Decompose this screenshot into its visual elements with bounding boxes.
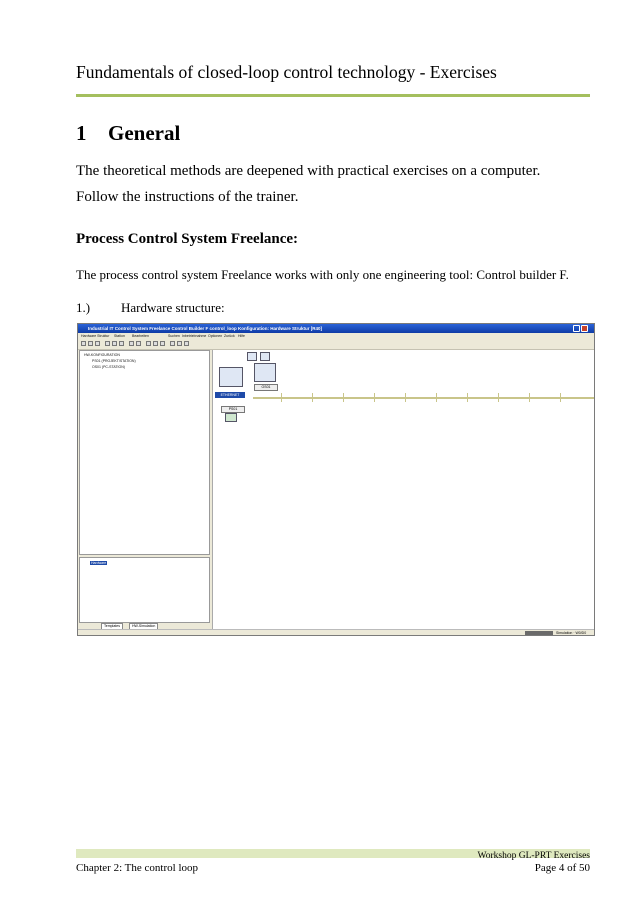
bus-tick bbox=[560, 393, 561, 402]
tab-templates: Templates bbox=[101, 623, 123, 630]
toolbar-icon bbox=[184, 341, 189, 346]
toolbar-icon bbox=[81, 341, 86, 346]
bottom-pane bbox=[79, 557, 210, 623]
node-os01-label: OS01 bbox=[254, 384, 278, 391]
toolbar-icon bbox=[146, 341, 151, 346]
tree-root: HW-KONFIGURATION bbox=[84, 353, 120, 357]
tree-item-os01: OS01 (PC-STATION) bbox=[92, 365, 125, 369]
section-title: General bbox=[108, 121, 181, 145]
toolbar-icon bbox=[177, 341, 182, 346]
screenshot-titlebar bbox=[78, 324, 594, 333]
network-icon bbox=[260, 352, 270, 361]
paragraph-3: The process control system Freelance works with only one engineering tool: Control builder F. bbox=[76, 267, 569, 282]
toolbar-icon bbox=[129, 341, 134, 346]
minimize-icon bbox=[573, 325, 580, 332]
close-icon bbox=[581, 325, 588, 332]
subheading: Process Control System Freelance: bbox=[76, 231, 299, 247]
hardware-structure-screenshot bbox=[77, 323, 595, 636]
screenshot-statusbar bbox=[78, 629, 594, 636]
network-icon bbox=[247, 352, 257, 361]
footer-page-number: Page 4 of 50 bbox=[534, 862, 590, 874]
toolbar-icon bbox=[119, 341, 124, 346]
ethernet-label: ETHERNET bbox=[215, 392, 245, 398]
status-progress bbox=[525, 631, 553, 635]
bus-tick bbox=[343, 393, 344, 402]
tree-item-ps01: PS01 (PROJEKT/STATION) bbox=[92, 359, 136, 363]
footer-chapter: Chapter 2: The control loop bbox=[76, 862, 198, 874]
bus-tick bbox=[467, 393, 468, 402]
computer-icon bbox=[254, 363, 276, 382]
toolbar-icon bbox=[88, 341, 93, 346]
controller-icon bbox=[225, 413, 237, 422]
menu-station: Station bbox=[114, 334, 125, 338]
tree-pane bbox=[79, 350, 210, 555]
toolbar-icon bbox=[95, 341, 100, 346]
menu-hardware: Hardware Struktur bbox=[81, 334, 110, 338]
section-number: 1 bbox=[76, 121, 87, 145]
toolbar-icon bbox=[170, 341, 175, 346]
toolbar-icon bbox=[112, 341, 117, 346]
bottom-tree-item: Hardware bbox=[91, 561, 107, 565]
bus-tick bbox=[405, 393, 406, 402]
hardware-canvas bbox=[212, 350, 594, 629]
toolbar-icon bbox=[153, 341, 158, 346]
menu-commissioning: Inbetriebnahme bbox=[182, 334, 207, 338]
document-header-title: Fundamentals of closed-loop control technology - Exercises bbox=[76, 62, 497, 82]
list-item-number: 1.) bbox=[76, 300, 91, 315]
bus-tick bbox=[312, 393, 313, 402]
screenshot-toolbar bbox=[78, 339, 594, 350]
bus-tick bbox=[281, 393, 282, 402]
menu-help: Hilfe bbox=[238, 334, 246, 338]
node-ps01-label: PS01 bbox=[221, 406, 245, 413]
menu-back: Zurück bbox=[224, 334, 235, 338]
paragraph-2: Follow the instructions of the trainer. bbox=[76, 189, 299, 205]
list-item-text: Hardware structure: bbox=[121, 300, 225, 315]
screenshot-window-title: Industrial IT Control System Freelance Control Builder F control_loop Konfiguration: Hardware Struktur [R40] bbox=[88, 326, 323, 331]
toolbar-icon bbox=[160, 341, 165, 346]
bus-tick bbox=[436, 393, 437, 402]
bus-tick bbox=[529, 393, 530, 402]
menu-search: Suchen bbox=[168, 334, 180, 338]
footer-workshop: Workshop GL-PRT Exercises bbox=[477, 851, 590, 861]
menu-edit: Bearbeiten bbox=[132, 334, 149, 338]
ethernet-bus-line bbox=[253, 397, 594, 399]
computer-icon bbox=[219, 367, 243, 387]
tab-hw-simulation: HW-Simulation bbox=[129, 623, 158, 630]
toolbar-icon bbox=[105, 341, 110, 346]
header-rule bbox=[76, 94, 590, 97]
bus-tick bbox=[374, 393, 375, 402]
toolbar-icon bbox=[136, 341, 141, 346]
paragraph-1: The theoretical methods are deepened with practical exercises on a computer. bbox=[76, 163, 541, 179]
bus-tick bbox=[498, 393, 499, 402]
status-text: Simulation · W0/D0 bbox=[556, 631, 587, 635]
menu-options: Optionen bbox=[208, 334, 223, 338]
